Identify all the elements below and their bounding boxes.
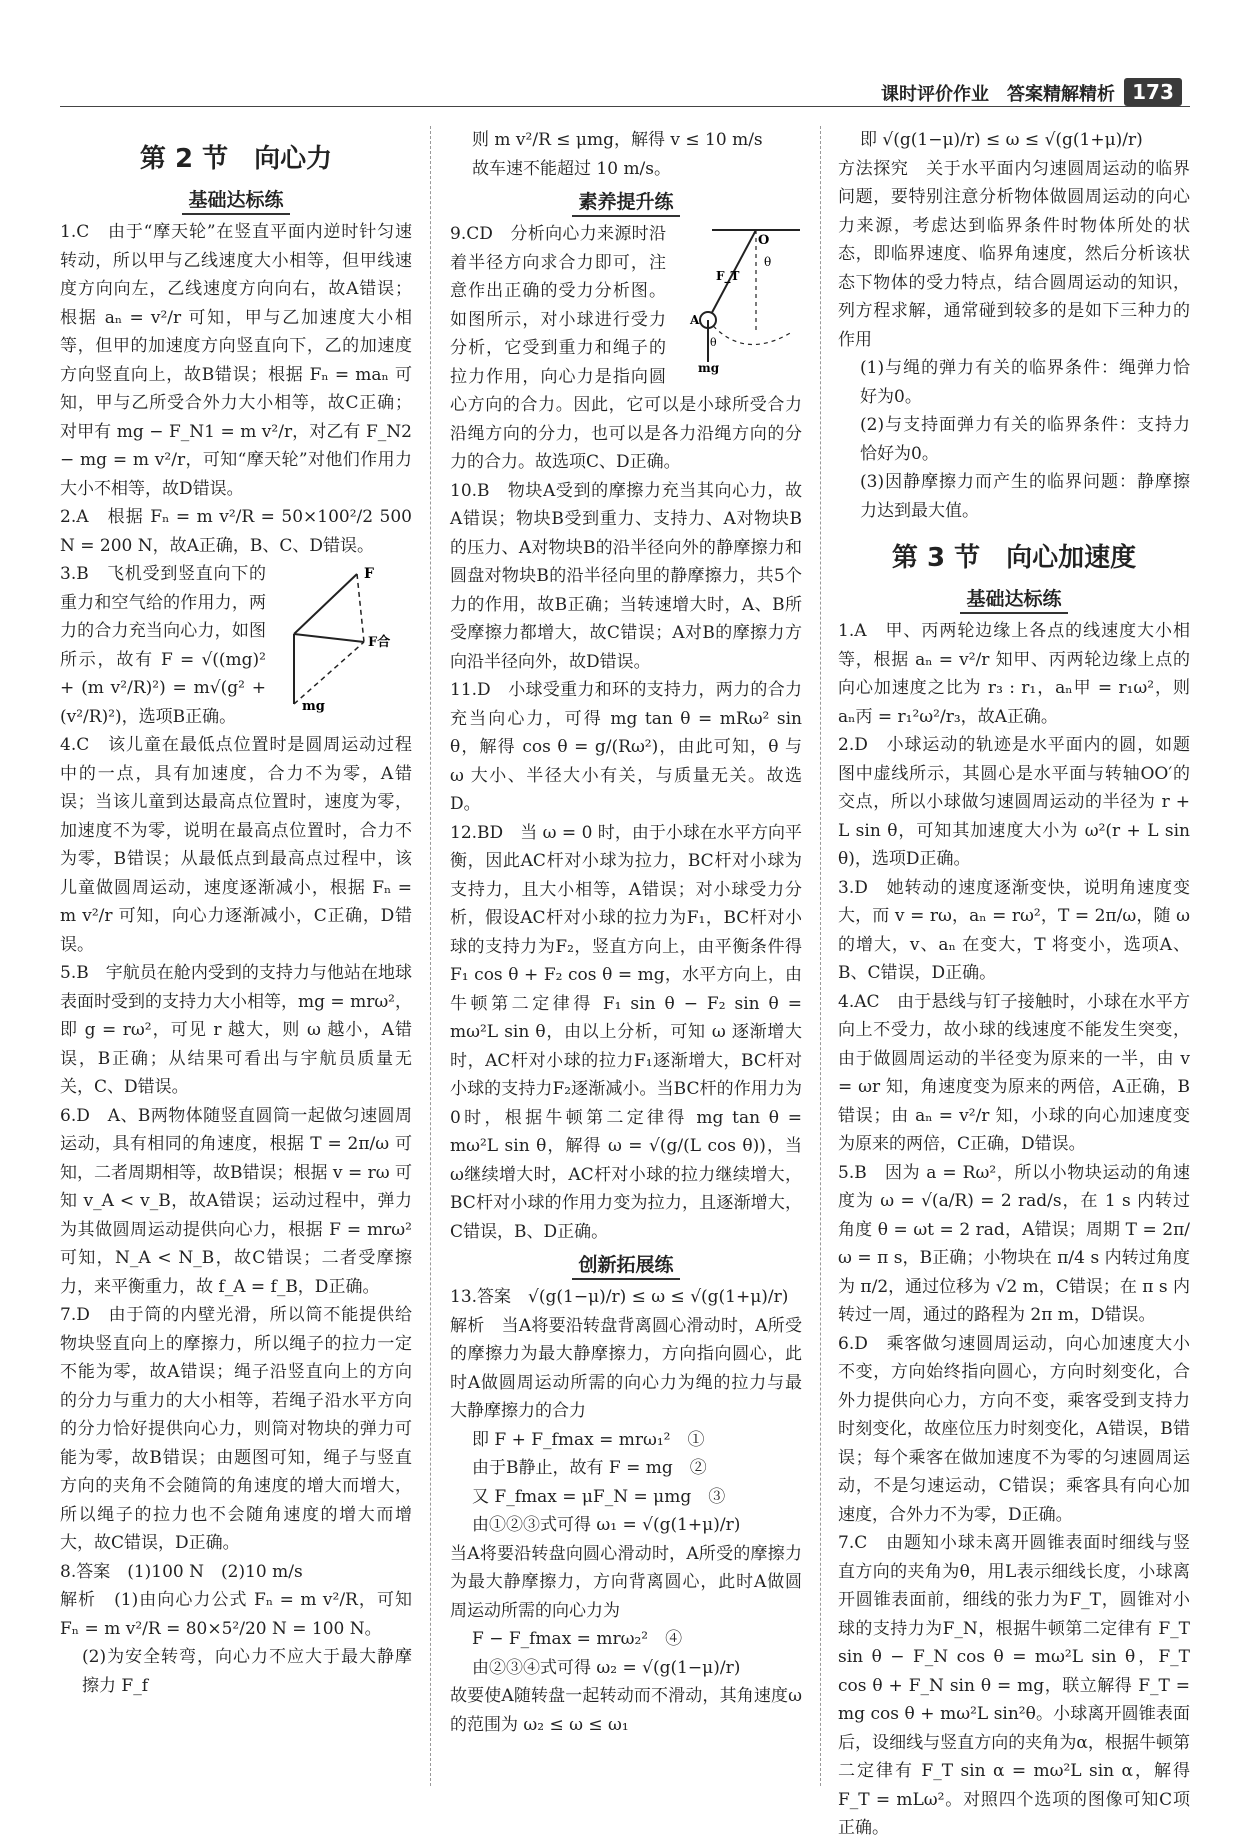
label-F: F: [364, 566, 374, 582]
answer-3-6: 6.D 乘客做匀速圆周运动，向心加速度大小不变，方向始终指向圆心，方向时刻变化，合外力提供向心力，方向不变，乘客受到支持力时刻变化，故座位压力时刻变化，A错误，B错误；每个乘客在做加速度不为零的匀速圆周运动，不是匀速运动，C错误；乘客具有向心加速度，合外力不为零，D正确。: [838, 1333, 1190, 1525]
label-mg: mg: [302, 699, 325, 714]
label-mg: mg: [698, 361, 720, 375]
column-divider: [820, 126, 821, 1786]
label-theta2: θ: [710, 336, 717, 349]
answer-10: 10.B 物块A受到的摩擦力充当其向心力，故A错误；物块B受到重力、支持力、A对物块B的压力、A对物块B的沿半径向外的静摩擦力和圆盘对物块B的沿半径向里的静摩擦力，共5个力的作用，故B正确；当转速增大时，A、B所受摩擦力都增大，故C错误；A对B的摩擦力方向沿半径向外，故D错误。: [450, 480, 802, 672]
answer-13-part2: 当A将要沿转盘向圆心滑动时，A所受的摩擦力为最大静摩擦力，方向背离圆心，此时A做圆周运动所需的向心力为: [450, 1543, 802, 1621]
answer-3-7: 7.C 由题知小球未离开圆锥表面时细线与竖直方向的夹角为θ，用L表示细线长度，小球离开圆锥表面前，细线的张力为F_T，圆锥对小球的支持力为F_N，根据牛顿第二定律有 F_T sin θ − F_N cos θ = mω²L sin θ，F_T cos θ + F_N sin θ = mg，联立解得 F_T = mg cos θ + mω²L sin²θ。小球离开圆锥表面后，设细线与竖直方向的夹角为α，根据牛顿第二定律有 F_T sin α = mω²L sin α，解得 F_T = mLω²。对照四个选项的图像可知C项正确。: [838, 1533, 1190, 1838]
answer-7: 7.D 由于筒的内壁光滑，所以筒不能提供给物块竖直向上的摩擦力，所以绳子的拉力一定不能为零，故A错误；绳子沿竖直向上的方向的分力与重力的大小相等，若绳子沿水平方向的分力恰好提供向心力，则筒对物块的弹力可能为零，故B错误；由题图可知，绳子与竖直方向的夹角不会随筒的角速度的增大而增大，所以绳子的拉力也不会随角速度的增大而增大，故C错误，D正确。: [60, 1305, 412, 1553]
answer-3-4: 4.AC 由于悬线与钉子接触时，小球在水平方向上不受力，故小球的线速度不能发生突变，由于做圆周运动的半径变为原来的一半，由 v = ωr 知，角速度变为原来的两倍，A正确，B错误；由 aₙ = v²/r 知，小球的向心加速度变为原来的两倍，C正确，D错误。: [838, 991, 1190, 1154]
subsection-title: [450, 187, 802, 214]
section-title: 第 2 节 向心力: [139, 144, 333, 174]
subsection-label: 基础达标练: [182, 189, 289, 215]
equation-3: 又 F_fmax = μF_N = μmg ③: [472, 1486, 726, 1507]
answer-3-2: 2.D 小球运动的轨迹是水平面内的圆，如题图中虚线所示，其圆心是水平面与转轴OO′的交点，所以小球做匀速圆周运动的半径为 r + L sin θ，可知其加速度大小为 ω²(r + L sin θ)，选项D正确。: [838, 735, 1190, 869]
subsection-label: 创新拓展练: [572, 1254, 679, 1280]
subsection-title: [450, 1250, 802, 1277]
column-1: [60, 126, 412, 1786]
equation-1: 即 F + F_fmax = mrω₁² ①: [472, 1429, 705, 1450]
method-point-1: (1)与绳的弹力有关的临界条件：绳弹力恰好为0。: [860, 358, 1190, 407]
arrow-force: [294, 574, 357, 634]
section-title: 第 3 节 向心加速度: [891, 543, 1137, 573]
label-theta: θ: [764, 255, 772, 269]
answer-8-part2: (2)为安全转弯，向心力不应大于最大静摩擦力 F_f: [82, 1647, 412, 1696]
pendulum-diagram: [672, 222, 802, 375]
column-3: [838, 126, 1190, 1838]
label-FT: F_T: [716, 269, 740, 283]
answer-3-3: 3.D 她转动的速度逐渐变快，说明角速度变大，而 v = rω，aₙ = rω²，T = 2π/ω，随 ω 的增大，v、aₙ 在变大，T 将变小，选项A、B、C错误，D正确。: [838, 877, 1190, 983]
answer-8-conclusion: 故车速不能超过 10 m/s。: [472, 158, 672, 179]
dashed-line: [294, 642, 364, 704]
equation-7: 即 √(g(1−μ)/r) ≤ ω ≤ √(g(1+μ)/r): [860, 130, 1143, 150]
subsection-title: [838, 584, 1190, 611]
equation-5: F − F_fmax = mrω₂² ④: [472, 1629, 683, 1649]
subsection-label: 素养提升练: [572, 191, 679, 217]
page-number: 173: [1124, 78, 1182, 106]
header-title: 课时评价作业 答案精解精析: [881, 84, 1115, 105]
equation-2: 由于B静止，故有 F = mg ②: [472, 1458, 707, 1478]
answer-2: 2.A 根据 Fₙ = m v²/R = 50×100²/2 500 N = 200 N，故A正确，B、C、D错误。: [60, 507, 412, 556]
arrow-net-force: [294, 634, 364, 642]
header-rule: [60, 106, 1190, 107]
column-divider: [430, 126, 431, 1786]
answer-3-block: [60, 560, 412, 731]
answer-4: 4.C 该儿童在最低点位置时是圆周运动过程中的一点，具有加速度，合力不为零，A错误；当该儿童到达最高点位置时，速度为零，加速度不为零，说明在最高点位置时，合力不为零，B错误；从最低点到最高点过程中，该儿童做圆周运动，速度逐渐减小，根据 Fₙ = m v²/r 可知，向心力逐渐减小，C正确，D错误。: [60, 735, 412, 955]
subsection-title: [60, 185, 412, 212]
answer-5: 5.B 宇航员在舱内受到的支持力与他站在地球表面时受到的支持力大小相等，mg = mrω²，即 g = rω²，可见 r 越大，则 ω 越小，A错误，B正确；从结果可看出与宇航员质量无关，C、D错误。: [60, 963, 412, 1097]
answer-13-conclusion: 故要使A随转盘一起转动而不滑动，其角速度ω的范围为 ω₂ ≤ ω ≤ ω₁: [450, 1686, 802, 1735]
answer-3-5: 5.B 因为 a = Rω²，所以小物块运动的角速度为 ω = √(a/R) = 2 rad/s，在 1 s 内转过角度 θ = ωt = 2 rad，A错误；周期 T = 2π/ω = π s，B正确；小物块在 π/4 s 内转过角度为 π/2，通过位移为 √2 m，C错误；在 π s 内转过一周，通过的路程为 2π m，D错误。: [838, 1162, 1190, 1325]
answer-8-analysis: 解析 (1)由向心力公式 Fₙ = m v²/R，可知 Fₙ = m v²/R = 80×5²/20 N = 100 N。: [60, 1590, 412, 1639]
answer-3-1: 1.A 甲、丙两轮边缘上各点的线速度大小相等，根据 aₙ = v²/r 知甲、丙两轮边缘上点的向心加速度之比为 r₃ : r₁，aₙ甲 = r₁ω²，则 aₙ丙 = r₁²ω²/r₃，故A正确。: [838, 621, 1190, 727]
column-2: [450, 126, 802, 1786]
answer-12: 12.BD 当 ω = 0 时，由于小球在水平方向平衡，因此AC杆对小球为拉力，BC杆对小球为支持力，且大小相等，A错误；对小球受力分析，假设AC杆对小球的拉力为F₁，BC杆对小球的支持力为F₂，竖直方向上，由平衡条件得 F₁ cos θ + F₂ cos θ = mg，水平方向上，由牛顿第二定律得 F₁ sin θ − F₂ sin θ = mω²L sin θ，由以上分析，可知 ω 逐渐增大时，AC杆对小球的拉力F₁逐渐增大，BC杆对小球的支持力F₂逐渐减小。当BC杆的作用力为0时，根据牛顿第二定律得 mg tan θ = mω²L sin θ，解得 ω = √(g/(L cos θ))，当ω继续增大时，AC杆对小球的拉力继续增大，BC杆对小球的作用力变为拉力，且逐渐增大，C错误，B、D正确。: [450, 822, 802, 1242]
equation-4: 由①②③式可得 ω₁ = √(g(1+μ)/r): [472, 1515, 741, 1535]
answer-1: 1.C 由于“摩天轮”在竖直平面内逆时针匀速转动，所以甲与乙线速度大小相等，但甲线速度方向向左，乙线速度方向向右，故A错误；根据 aₙ = v²/r 可知，甲与乙加速度大小相等，但甲的加速度方向竖直向下，乙的加速度方向竖直向上，故B错误；根据 Fₙ = maₙ 可知，甲与乙所受合外力大小相等，故C正确；对甲有 mg − F_N1 = m v²/r，对乙有 F_N2 − mg = m v²/r，可知“摩天轮”对他们作用力大小不相等，故D错误。: [60, 222, 412, 499]
page-header: [0, 76, 1250, 110]
answer-9: 9.CD 分析向心力来源时沿着半径方向求合力即可，注意作出正确的受力分析图。如图所示，对小球进行受力分析，它受到重力和绳子的拉力作用，向心力是指向圆心方向的合力。因此，它可以是小球所受合力沿绳方向的分力，也可以是各力沿绳方向的分力的合力。故选项C、D正确。: [450, 224, 802, 472]
answer-6: 6.D A、B两物体随竖直圆筒一起做匀速圆周运动，具有相同的角速度，根据 T = 2π/ω 可知，二者周期相等，故B错误；根据 v = rω 可知 v_A < v_B，故A错误；运动过程中，弹力为其做圆周运动提供向心力，根据 F = mrω² 可知，N_A < N_B，故C错误；二者受摩擦力，来平衡重力，故 f_A = f_B，D正确。: [60, 1105, 412, 1297]
answer-11: 11.D 小球受重力和环的支持力，两力的合力充当向心力，可得 mg tan θ = mRω² sin θ，解得 cos θ = g/(Rω²)，由此可知，θ 与 ω 大小、半径大小有关，与质量无关。故选D。: [450, 680, 802, 814]
label-A: A: [690, 313, 700, 327]
answer-9-block: [450, 220, 802, 477]
method-point-3: (3)因静摩擦力而产生的临界问题：静摩擦力达到最大值。: [860, 472, 1190, 521]
dashed-line: [357, 574, 364, 642]
subsection-label: 基础达标练: [960, 588, 1067, 614]
answer-3: 3.B 飞机受到竖直向下的重力和空气给的作用力，两力的合力充当向心力，如图所示，故有 F = √((mg)² + (m v²/R)²) = m√(g² + (v²/R)²)，选项B正确。: [60, 564, 266, 727]
answer-13: 13.答案 √(g(1−μ)/r) ≤ ω ≤ √(g(1+μ)/r): [450, 1287, 789, 1307]
force-diagram: [272, 564, 412, 714]
method-note: 方法探究 关于水平面内匀速圆周运动的临界问题，要特别注意分析物体做圆周运动的向心力来源，考虑达到临界条件时物体所处的状态，即临界速度、临界角速度，然后分析该状态下物体的受力特点，结合圆周运动的知识，列方程求解，通常碰到较多的是如下三种力的作用: [838, 158, 1190, 350]
answer-8: 8.答案 (1)100 N (2)10 m/s: [60, 1561, 303, 1582]
answer-13-analysis: 解析 当A将要沿转盘背离圆心滑动时，A所受的摩擦力为最大静摩擦力，方向指向圆心，此时A做圆周运动所需的向心力为绳的拉力与最大静摩擦力的合力: [450, 1315, 802, 1421]
equation-6: 由②③④式可得 ω₂ = √(g(1−μ)/r): [472, 1657, 741, 1678]
label-O: O: [758, 233, 770, 248]
circular-path: [708, 320, 792, 345]
label-Fhe: F合: [368, 635, 391, 650]
answer-8-part3: 则 m v²/R ≤ μmg，解得 v ≤ 10 m/s: [472, 130, 763, 150]
method-point-2: (2)与支持面弹力有关的临界条件：支持力恰好为0。: [860, 415, 1190, 464]
